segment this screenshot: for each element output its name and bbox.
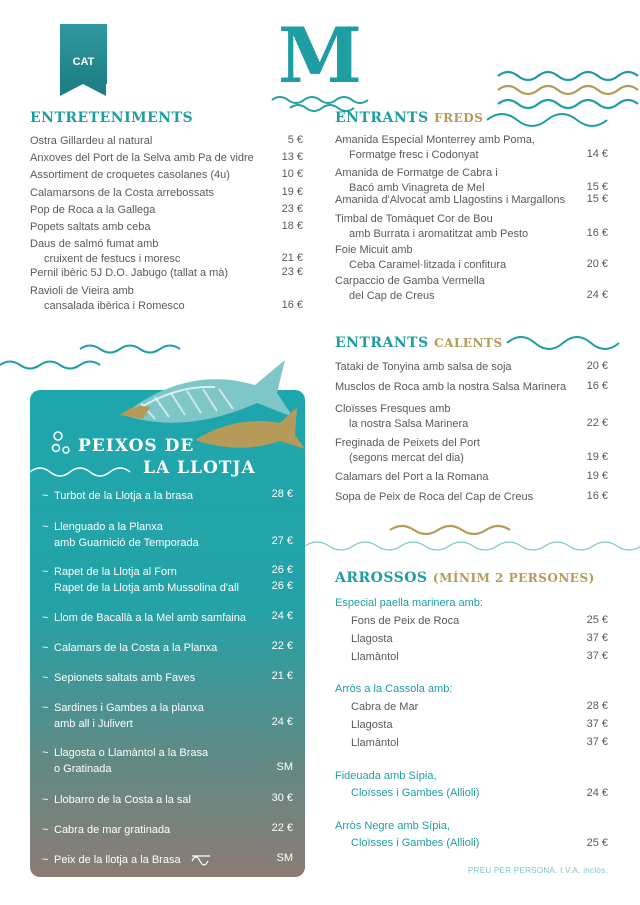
menu-item-price: 13 € [281, 151, 303, 163]
panel-item-price: 30 € [271, 792, 293, 804]
menu-item-name: Sopa de Peix de Roca del Cap de Creus [335, 491, 534, 503]
peixos-title-line2: LA LLOTJA [143, 458, 256, 478]
panel-item-name: Llagosta o Llamàntol a la Brasa [54, 747, 209, 759]
menu-item-name: Amanida Especial Monterrey amb Poma, [335, 134, 535, 146]
panel-item [42, 822, 171, 838]
menu-item-price: 15 € [586, 181, 608, 193]
menu-item-detail: (segons mercat del dia) [349, 452, 464, 464]
language-tab[interactable] [60, 24, 107, 84]
panel-item [42, 852, 181, 868]
tilde-icon: ~ [42, 566, 49, 578]
tilde-icon: ~ [42, 642, 49, 654]
rice-group-subheading [351, 837, 479, 849]
menu-item [335, 133, 535, 163]
price-note: PREU PER PERSONA. I.V.A. inclòs. [467, 866, 608, 875]
panel-item [42, 564, 239, 596]
menu-item [335, 470, 488, 485]
menu-item-price: 21 € [281, 252, 303, 264]
menu-item-name: Anxoves del Port de la Selva amb Pa de vidre [30, 152, 254, 164]
tilde-icon: ~ [42, 521, 49, 533]
rice-group-subheading-text: Cloïsses i Gambes [351, 837, 444, 849]
rice-group-heading: Fideuada amb Sípia, [335, 770, 437, 782]
panel-item [42, 519, 199, 551]
rice-option-name: Llagosta [351, 719, 393, 731]
panel-item-price: 21 € [271, 670, 293, 682]
menu-item-detail: cansalada ibèrica i Romesco [44, 300, 185, 312]
peixos-title-line1: PEIXOS DE [78, 436, 195, 456]
wave-calents-icon [507, 333, 617, 353]
rice-group-heading: Arròs Negre amb Sípia, [335, 820, 450, 832]
menu-item-detail: Bacó amb Vinagreta de Mel [349, 182, 485, 194]
title-minim: (MÍNIM 2 PERSONES) [432, 571, 595, 585]
tilde-icon: ~ [42, 612, 49, 624]
grill-icon [190, 851, 214, 865]
rice-option-name: Cabra de Mar [351, 701, 419, 713]
panel-item [42, 610, 246, 626]
panel-item-price: 27 € [271, 535, 293, 547]
menu-item [30, 151, 254, 166]
rice-option-price: 37 € [586, 650, 608, 662]
title-freds: FREDS [434, 111, 484, 125]
menu-item-name: Calamars del Port a la Romana [335, 471, 489, 483]
menu-item-price: 16 € [586, 380, 608, 392]
menu-item-price: 10 € [281, 168, 303, 180]
menu-item-name: Ostra Gillardeu al natural [30, 135, 153, 147]
menu-item-detail: amb Burrata i aromatitzat amb Pesto [349, 228, 529, 240]
panel-item-name: Rapet de la Llotja al Forn [54, 566, 177, 578]
menu-item-name: Tataki de Tonyina amb salsa de soja [335, 361, 512, 373]
menu-item [335, 243, 506, 273]
panel-item-name: Llenguado a la Planxa [54, 521, 163, 533]
menu-item-price: 20 € [586, 258, 608, 270]
menu-item-name: Timbal de Tomàquet Cor de Bou [335, 213, 493, 225]
title-arrossos: ARROSSOS [335, 570, 428, 586]
menu-item-name: Ravioli de Vieira amb [30, 285, 134, 297]
panel-item [42, 792, 191, 808]
menu-item-detail: cruixent de festucs i moresc [44, 253, 181, 265]
rice-group-heading: Especial paella marinera amb: [335, 597, 483, 609]
section-title-freds [335, 110, 483, 126]
menu-item-name: Pernil ibèric 5J D.O. Jabugo (tallat a mà) [30, 267, 229, 279]
panel-waves-icon [30, 462, 250, 478]
waves-middle-icon [305, 522, 635, 552]
section-title-calents [335, 335, 503, 351]
panel-item-price: 22 € [271, 822, 293, 834]
menu-item-price: 16 € [586, 227, 608, 239]
rice-group-price: 24 € [586, 787, 608, 799]
tilde-icon: ~ [42, 702, 49, 714]
panel-item [42, 745, 209, 777]
rice-option-price: 28 € [586, 700, 608, 712]
title-calents: CALENTS [434, 336, 503, 350]
menu-item [335, 360, 512, 375]
rice-group-subheading [351, 787, 479, 799]
panel-item-price: 22 € [271, 640, 293, 652]
menu-item [335, 274, 485, 304]
panel-item-price: 24 € [271, 610, 293, 622]
rice-option-price: 25 € [586, 614, 608, 626]
menu-item [335, 166, 498, 196]
menu-item [335, 380, 566, 395]
panel-item-detail: amb Guarnició de Temporada [54, 537, 199, 549]
panel-item-name: Calamars de la Costa a la Planxa [54, 642, 218, 654]
menu-item [335, 212, 528, 242]
rice-option-price: 37 € [586, 736, 608, 748]
panel-item-detail: amb all i Julivert [54, 718, 133, 730]
menu-item-detail: Ceba Caramel·litzada i confitura [349, 259, 507, 271]
rice-option-name: Llagosta [351, 633, 393, 645]
panel-item-name: Turbot de la Llotja a la brasa [54, 490, 194, 502]
menu-item-price: 16 € [586, 490, 608, 502]
menu-item-price: 20 € [586, 360, 608, 372]
panel-item-price: SM [276, 761, 293, 773]
bubbles-icon [50, 430, 80, 460]
menu-item-price: 18 € [281, 220, 303, 232]
menu-item-price: 16 € [281, 299, 303, 311]
panel-item-price: 26 € [271, 564, 293, 576]
menu-item-price: 23 € [281, 203, 303, 215]
panel-item-price: SM [276, 852, 293, 864]
menu-item-name: Foie Micuit amb [335, 244, 413, 256]
panel-item-name: Sardines i Gambes a la planxa [54, 702, 204, 714]
rice-option-price: 37 € [586, 632, 608, 644]
menu-item [30, 220, 150, 235]
menu-item-price: 23 € [281, 266, 303, 278]
menu-item-name: Calamarsons de la Costa arrebossats [30, 187, 215, 199]
menu-item-detail: del Cap de Creus [349, 290, 435, 302]
rice-group-sauce: (Allioli) [446, 837, 480, 849]
menu-item-name: Amanida d'Alvocat amb Llagostins i Margallons [335, 194, 566, 206]
logo-letter: M [277, 11, 363, 100]
rice-group-sauce: (Allioli) [446, 787, 480, 799]
panel-item-name: Peix de la llotja a la Brasa [54, 854, 181, 866]
tilde-icon: ~ [42, 824, 49, 836]
section-title-arrossos [335, 570, 595, 586]
panel-item-price-2: 26 € [271, 580, 293, 592]
menu-item-name: Cloïsses Fresques amb [335, 403, 451, 415]
menu-item-price: 5 € [287, 134, 303, 146]
panel-item [42, 640, 218, 656]
menu-item-price: 24 € [586, 289, 608, 301]
panel-item-detail: Rapet de la Llotja amb Mussolina d'all [54, 582, 239, 594]
logo [270, 11, 370, 100]
rice-group-subheading-text: Cloïsses i Gambes [351, 787, 444, 799]
menu-item-name: Amanida de Formatge de Cabra i [335, 167, 498, 179]
panel-item-name: Sepionets saltats amb Faves [54, 672, 196, 684]
menu-item-name: Popets saltats amb ceba [30, 221, 151, 233]
tilde-icon: ~ [42, 672, 49, 684]
menu-item [30, 266, 228, 281]
panel-item [42, 700, 204, 732]
menu-item [335, 490, 533, 505]
menu-item [335, 402, 468, 432]
menu-item-name: Carpaccio de Gamba Vermella [335, 275, 485, 287]
panel-item [42, 670, 196, 686]
menu-item-price: 19 € [281, 186, 303, 198]
menu-item-price: 22 € [586, 417, 608, 429]
section-title-entreteniments: ENTRETENIMENTS [30, 110, 194, 126]
tilde-icon: ~ [42, 854, 49, 866]
menu-item [30, 284, 185, 314]
menu-item [30, 168, 230, 183]
menu-item-name: Daus de salmó fumat amb [30, 238, 159, 250]
rice-group-price: 25 € [586, 837, 608, 849]
tilde-icon: ~ [42, 747, 49, 759]
panel-item-name: Llom de Bacallà a la Mel amb samfaina [54, 612, 246, 624]
menu-item-price: 15 € [586, 193, 608, 205]
rice-option-name: Fons de Peix de Roca [351, 615, 460, 627]
menu-item-detail: Formatge fresc i Codonyat [349, 149, 479, 161]
panel-item-price: 24 € [271, 716, 293, 728]
menu-item-detail: la nostra Salsa Marinera [349, 418, 469, 430]
menu-item [30, 237, 180, 267]
panel-item-name: Cabra de mar gratinada [54, 824, 171, 836]
rice-option-name: Llamàntol [351, 651, 399, 663]
panel-item-name: Llobarro de la Costa a la sal [54, 794, 191, 806]
menu-item-name: Assortiment de croquetes casolanes (4u) [30, 169, 230, 181]
panel-item-price: 28 € [271, 488, 293, 500]
menu-item-price: 19 € [586, 451, 608, 463]
tilde-icon: ~ [42, 794, 49, 806]
rice-option-price: 37 € [586, 718, 608, 730]
menu-item-name: Pop de Roca a la Gallega [30, 204, 156, 216]
panel-item-detail: o Gratinada [54, 763, 112, 775]
menu-item-name: Freginada de Peixets del Port [335, 437, 480, 449]
title-entrants-calents: ENTRANTS [335, 335, 429, 351]
title-entrants: ENTRANTS [335, 110, 429, 126]
rice-option-name: Llamàntol [351, 737, 399, 749]
menu-item [335, 193, 565, 208]
waves-top-right-icon [498, 66, 638, 116]
panel-item [42, 488, 194, 504]
menu-item [335, 436, 480, 466]
rice-group-heading: Arròs a la Cassola amb: [335, 683, 453, 695]
wave-freds-icon [487, 110, 607, 130]
language-label: CAT [72, 56, 95, 68]
menu-item-name: Musclos de Roca amb la nostra Salsa Marinera [335, 381, 567, 393]
tilde-icon: ~ [42, 490, 49, 502]
menu-item-price: 19 € [586, 470, 608, 482]
menu-item-price: 14 € [586, 148, 608, 160]
menu-item [30, 134, 152, 149]
menu-item [30, 203, 155, 218]
menu-item [30, 186, 214, 201]
